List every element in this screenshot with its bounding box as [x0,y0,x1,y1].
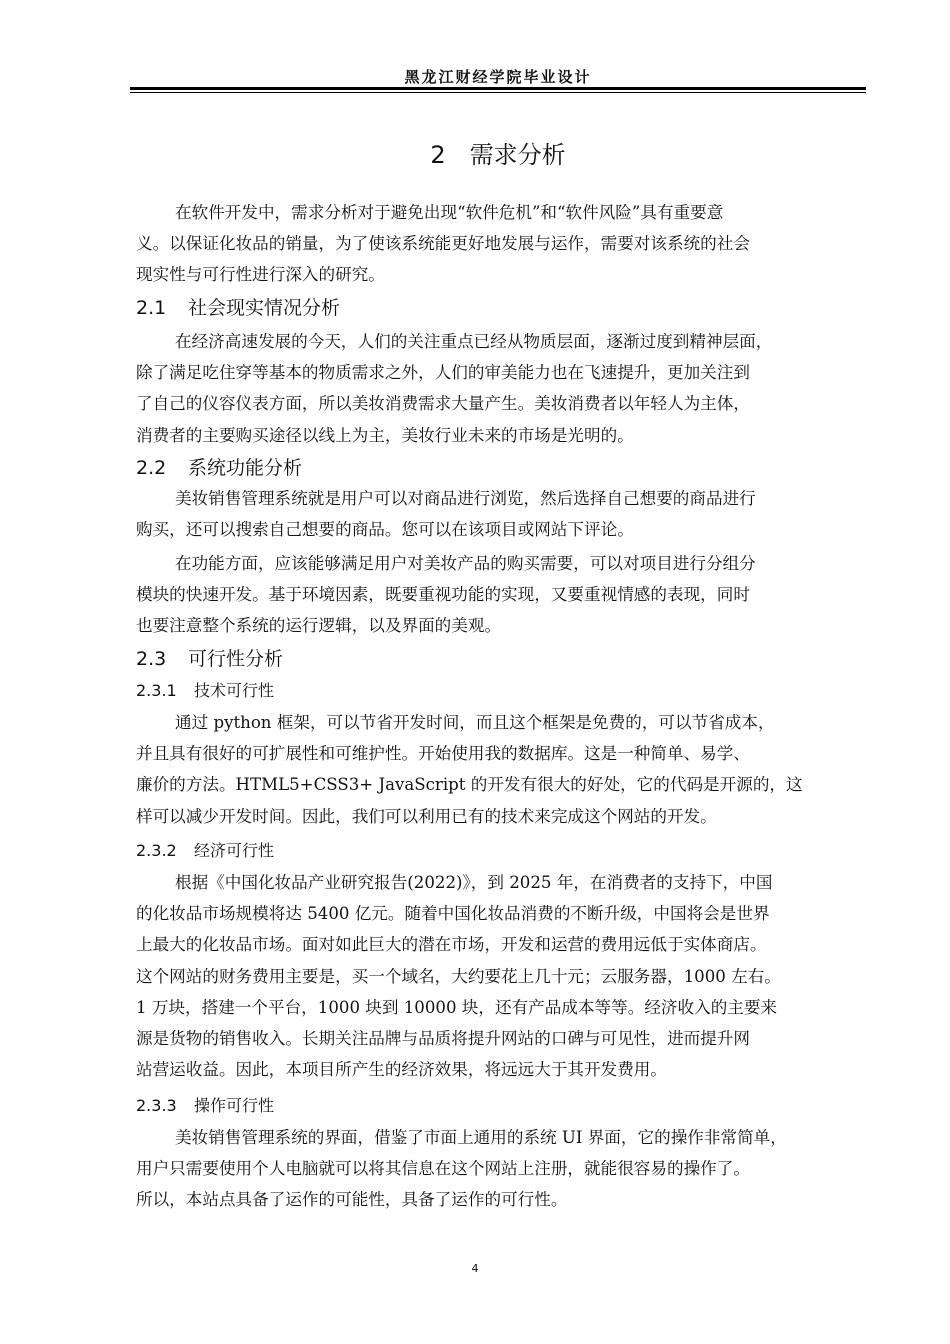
section-2-1-paragraph: 在经济高速发展的今天，人们的关注重点已经从物质层面，逐渐过度到精神层面， 除了满足吃住穿等基本的物质需求之外，人们的审美能力也在飞速提升，更加关注到 了自己的仪容仪表方面，所以美妆消费需求大量产生。美妆消费者以年轻人为主体， 消费者的主要购买途径以线上为主，美妆行业未来的市场是光明的。 [136,332,773,445]
header-rule-thin [130,92,866,93]
subsection-heading-2-3-1: 2.3.1 技术可行性 [136,681,275,700]
page-number: 4 [471,1262,479,1275]
chapter-title-text: 需求分析 [469,141,566,169]
subsection-heading-2-3-2: 2.3.2 经济可行性 [136,841,275,860]
section-2-2-paragraph-1: 美妆销售管理系统就是用户可以对商品进行浏览，然后选择自己想要的商品进行 购买，还可以搜索自己想要的商品。您可以在该项目或网站下评论。 [136,489,756,540]
section-heading-2-1: 2.1 社会现实情况分析 [136,297,341,319]
section-2-2-paragraph-2: 在功能方面，应该能够满足用户对美妆产品的购买需要，可以对项目进行分组分 模块的快速开发。基于环境因素，既要重视功能的实现，又要重视情感的表现，同时 也要注意整个系统的运行逻辑，以及界面的美观。 [136,554,756,636]
subsection-heading-2-3-3: 2.3.3 操作可行性 [136,1096,275,1115]
header-rule-thick [130,87,866,90]
running-header: 黑龙江财经学院毕业设计 [404,68,592,86]
section-heading-2-2: 2.2 系统功能分析 [136,457,303,479]
chapter-title [136,140,860,170]
intro-paragraph: 在软件开发中，需求分析对于避免出现“软件危机”和“软件风险”具有重要意 义。以保证化妆品的销量，为了使该系统能更好地发展与运作，需要对该系统的社会 现实性与可行性进行深入的研究。 [136,203,750,285]
subsection-2-3-3-paragraph: 美妆销售管理系统的界面，借鉴了市面上通用的系统 UI 界面，它的操作非常简单， 用户只需要使用个人电脑就可以将其信息在这个网站上注册，就能很容易的操作了。 所以，本站点具备了运作的可能性，具备了运作的可行性。 [136,1128,787,1210]
subsection-2-3-2-paragraph: 根据《中国化妆品产业研究报告(2022)》，到 2025 年，在消费者的支持下，中国 的化妆品市场规模将达 5400 亿元。随着中国化妆品消费的不断升级，中国将会是世界 上最大的化妆品市场。面对如此巨大的潜在市场，开发和运营的费用远低于实体商店。 这个网站的财务费用主要是，买一个域名，大约要花上几十元；云服务器，1000 左右。 1 万块，搭建一个平台，1000 块到 10000 块，还有产品成本等等。经济收入的主要来 源是货物的销售收入。长期关注品牌与品质将提升网站的口碑与可见性，进而提升网 站营运收益。因此，本项目所产生的经济效果，将远远大于其开发费用。 [136,873,781,1080]
subsection-2-3-1-paragraph: 通过 python 框架，可以节省开发时间，而且这个框架是免费的，可以节省成本， 并且具有很好的可扩展性和可维护性。开始使用我的数据库。这是一种简单、易学、 廉价的方法。HTML5+CSS3+ JavaScript 的开发有很大的好处，它的代码是开源的，这 样可以减少开发时间。因此，我们可以利用已有的技术来完成这个网站的开发。 [136,713,803,826]
chapter-number: 2 [430,141,446,169]
section-heading-2-3: 2.3 可行性分析 [136,648,284,670]
